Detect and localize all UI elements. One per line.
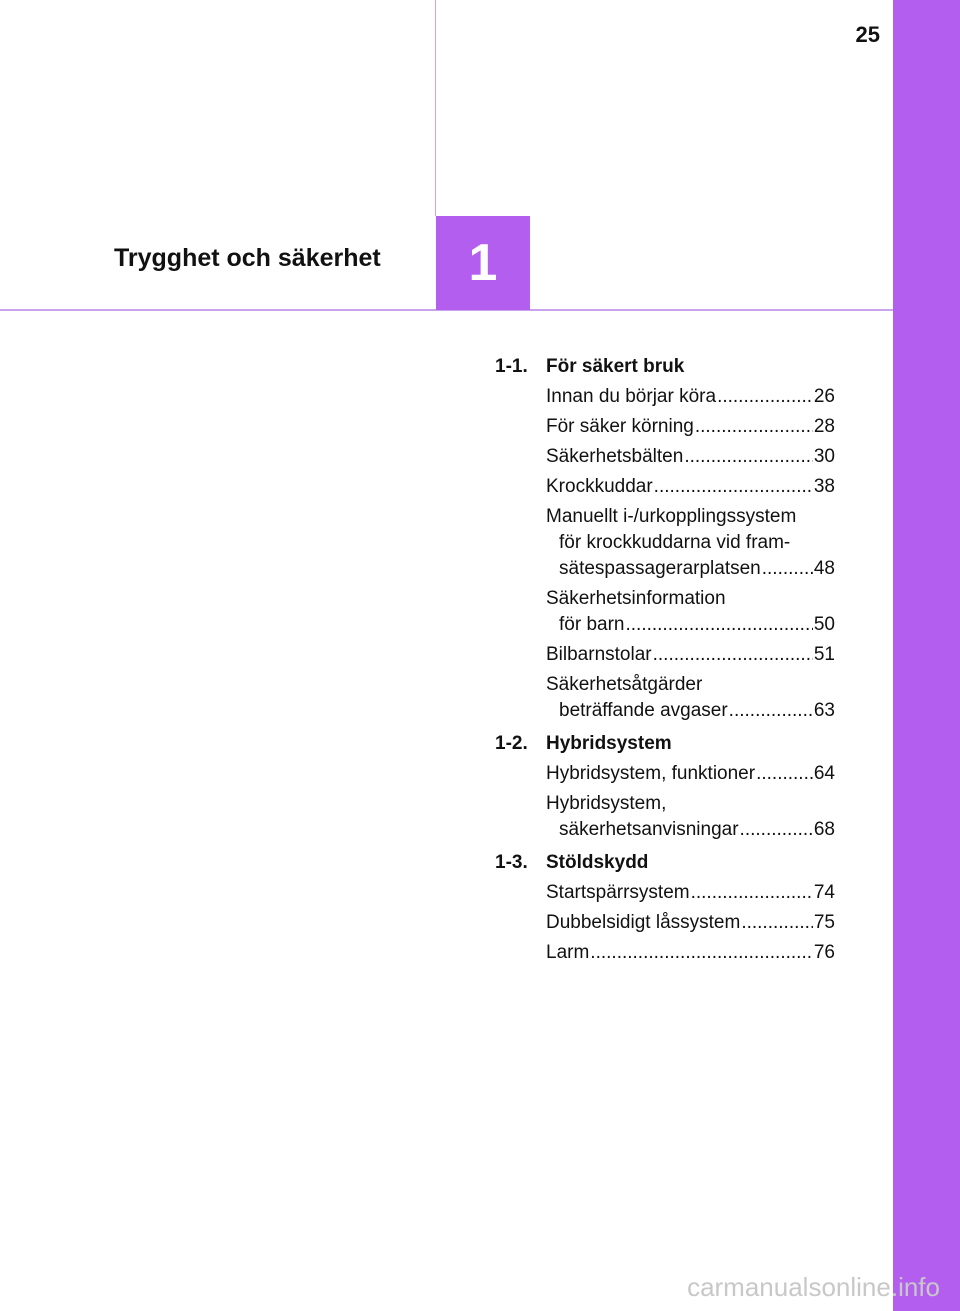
toc-entry-line xyxy=(546,444,835,470)
toc-entry-line xyxy=(546,474,835,500)
toc-entry-text: Dubbelsidigt låssystem xyxy=(546,912,741,933)
toc-entry-line xyxy=(546,384,835,410)
toc-leader-dots xyxy=(762,556,813,582)
toc-entry-line xyxy=(546,880,835,906)
toc-entry-line xyxy=(546,414,835,440)
toc-entry-line xyxy=(546,761,835,787)
toc-entry-text: Larm xyxy=(546,942,590,963)
toc-entry-text: Hybridsystem, xyxy=(546,793,667,814)
toc-entry[interactable] xyxy=(546,504,835,582)
toc-entry-text: Hybridsystem, funktioner xyxy=(546,763,756,784)
toc-section-number: 1-1. xyxy=(495,356,528,377)
toc-entry-text: Krockkuddar xyxy=(546,476,653,497)
toc-entry[interactable] xyxy=(546,414,835,440)
toc-entry[interactable] xyxy=(546,791,835,843)
toc-page-number: 51 xyxy=(813,644,835,665)
toc-page-number: 30 xyxy=(813,446,835,467)
table-of-contents xyxy=(495,354,835,970)
chapter-number-box xyxy=(436,216,530,310)
toc-entry-line xyxy=(546,672,835,698)
toc-leader-dots xyxy=(625,612,812,638)
toc-entry[interactable] xyxy=(546,474,835,500)
toc-entry-text: för barn xyxy=(559,614,625,635)
side-tab xyxy=(893,0,960,1311)
toc-entry-text: säkerhetsanvisningar xyxy=(559,819,739,840)
toc-page-number: 48 xyxy=(813,558,835,579)
toc-section-title: Hybridsystem xyxy=(546,733,672,754)
toc-page-number: 75 xyxy=(813,912,835,933)
toc-leader-dots xyxy=(654,474,813,500)
toc-page-number: 76 xyxy=(813,942,835,963)
page-number: 25 xyxy=(855,22,880,47)
toc-entry-line xyxy=(546,642,835,668)
toc-section-title: Stöldskydd xyxy=(546,852,649,873)
toc-entry[interactable] xyxy=(546,384,835,410)
toc-leader-dots xyxy=(684,444,813,470)
vertical-rule xyxy=(435,0,436,216)
toc-entry[interactable] xyxy=(546,642,835,668)
toc-page-number: 74 xyxy=(813,882,835,903)
toc-entry-line xyxy=(546,504,835,530)
toc-page-number: 28 xyxy=(813,416,835,437)
toc-leader-dots xyxy=(741,910,813,936)
toc-leader-dots xyxy=(695,414,813,440)
toc-section-heading[interactable] xyxy=(495,731,835,757)
toc-leader-dots xyxy=(590,940,813,966)
toc-section-number: 1-2. xyxy=(495,733,528,754)
toc-section-number: 1-3. xyxy=(495,852,528,873)
toc-entry-line xyxy=(546,556,835,582)
toc-page-number: 68 xyxy=(813,819,835,840)
toc-entry-text: Manuellt i-/urkopplingssystem xyxy=(546,506,797,527)
toc-entry[interactable] xyxy=(546,940,835,966)
toc-leader-dots xyxy=(740,817,813,843)
toc-section-heading[interactable] xyxy=(495,354,835,380)
toc-entry[interactable] xyxy=(546,444,835,470)
toc-entry-line xyxy=(546,698,835,724)
toc-entry[interactable] xyxy=(546,880,835,906)
toc-leader-dots xyxy=(756,761,813,787)
toc-entry[interactable] xyxy=(546,586,835,638)
toc-entry-text: Startspärrsystem xyxy=(546,882,690,903)
toc-entry-line xyxy=(546,791,835,817)
toc-leader-dots xyxy=(729,698,813,724)
toc-entry-text: för krockkuddarna vid fram- xyxy=(559,532,791,553)
toc-entry[interactable] xyxy=(546,672,835,724)
toc-entry-text: sätespassagerarplatsen xyxy=(559,558,761,579)
toc-leader-dots xyxy=(717,384,813,410)
toc-entry-text: Bilbarnstolar xyxy=(546,644,652,665)
toc-entry-line xyxy=(546,586,835,612)
toc-entry-text: Säkerhetsinformation xyxy=(546,588,726,609)
watermark: carmanualsonline.info xyxy=(687,1272,940,1302)
toc-entry[interactable] xyxy=(546,761,835,787)
toc-page-number: 64 xyxy=(813,763,835,784)
toc-entry-line xyxy=(546,940,835,966)
toc-entry-text: Säkerhetsbälten xyxy=(546,446,684,467)
toc-entry-text: Innan du börjar köra xyxy=(546,386,717,407)
toc-leader-dots xyxy=(653,642,813,668)
toc-section-heading[interactable] xyxy=(495,850,835,876)
toc-section-title: För säkert bruk xyxy=(546,356,685,377)
toc-entry-text: beträffande avgaser xyxy=(559,700,728,721)
chapter-number: 1 xyxy=(468,234,498,292)
toc-page-number: 26 xyxy=(813,386,835,407)
toc-entry-line xyxy=(546,612,835,638)
toc-entry-text: Säkerhetsåtgärder xyxy=(546,674,703,695)
toc-page-number: 50 xyxy=(813,614,835,635)
toc-page-number: 63 xyxy=(813,700,835,721)
toc-entry-text: För säker körning xyxy=(546,416,694,437)
toc-entry-line xyxy=(546,530,835,556)
chapter-title: Trygghet och säkerhet xyxy=(114,244,381,272)
toc-entry[interactable] xyxy=(546,910,835,936)
toc-entry-line xyxy=(546,910,835,936)
toc-entry-line xyxy=(546,817,835,843)
toc-page-number: 38 xyxy=(813,476,835,497)
toc-leader-dots xyxy=(691,880,813,906)
